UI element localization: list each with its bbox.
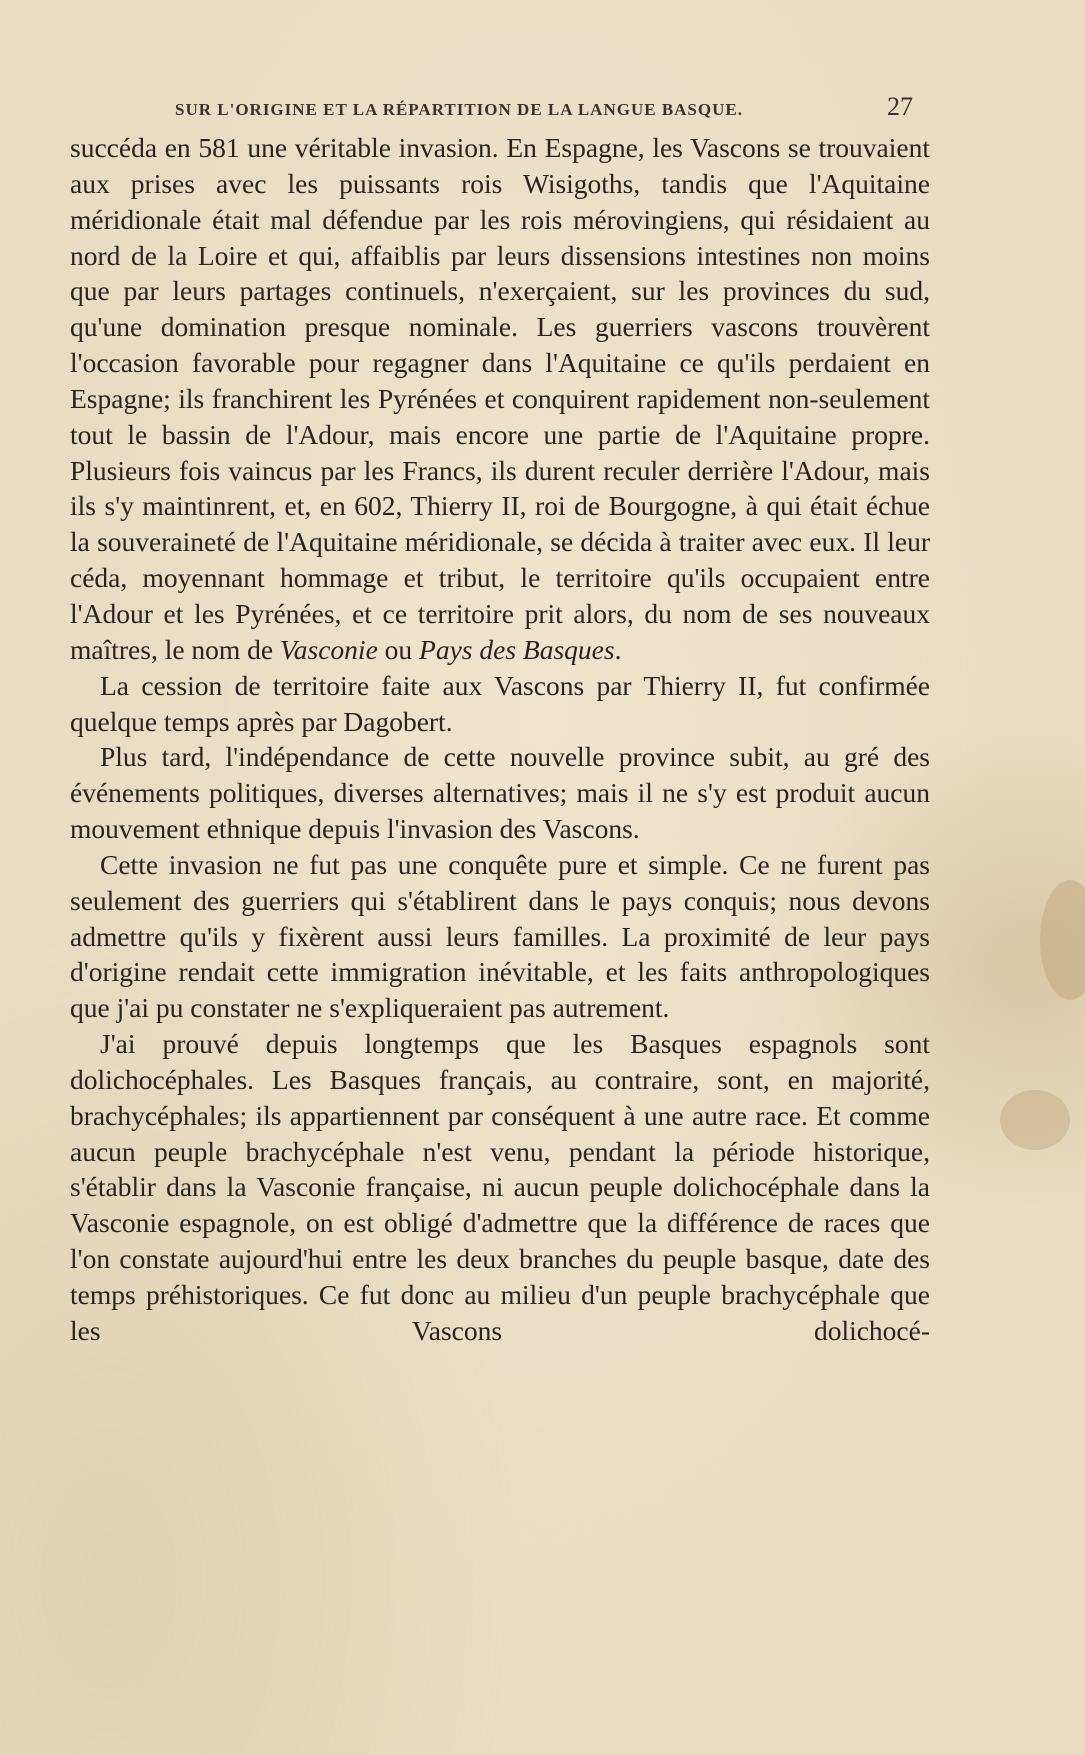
connector-text: ou (377, 633, 420, 665)
body-text (70, 130, 930, 1349)
paper-stain (1000, 1090, 1070, 1150)
running-header (175, 92, 915, 122)
paragraph-5: J'ai prouvé depuis longtemps que les Basques espagnols sont dolichocéphales. Les Basques français, au contraire, sont, en majorité, brachycéphales; ils appartiennent par conséquent à une autre race. Et comme aucun peuple brachycéphale n'est venu, pendant la période historique, s'établir dans la Vasconie française, ni aucun peuple dolichocéphale dans la Vasconie espagnole, on est obligé d'admettre que la différence de races que l'on constate aujourd'hui entre les deux branches du peuple basque, date des temps préhistoriques. Ce fut donc au milieu d'un peuple brachycéphale que les Vascons dolichocé- (70, 1028, 930, 1346)
paragraph-4: Cette invasion ne fut pas une conquête pure et simple. Ce ne furent pas seulement des guerriers qui s'établirent dans le pays conquis; nous devons admettre qu'ils y fixèrent aussi leurs familles. La proximité de leur pays d'origine rendait cette immigration inévitable, et les faits anthropologiques que j'ai pu constater ne s'expliqueraient pas autrement. (70, 848, 930, 1024)
paper-stain (1040, 880, 1085, 1000)
running-title: SUR L'ORIGINE ET LA RÉPARTITION DE LA LANGUE BASQUE. (175, 100, 743, 119)
paragraph-1-end: . (614, 633, 622, 665)
paragraph-1 (70, 130, 930, 668)
paragraph-1-text: succéda en 581 une véritable invasion. En Espagne, les Vascons se trouvaient aux prises avec les puissants rois Wisigoths, tandis que l'Aquitaine méridionale était mal défendue par les rois mérovingiens, qui résidaient au nord de la Loire et qui, affaiblis par leurs dissensions intestines non moins que par leurs partages continuels, n'exerçaient, sur les provinces du sud, qu'une domination presque nominale. Les guerriers vascons trouvèrent l'occasion favorable pour regagner dans l'Aquitaine ce qu'ils perdaient en Espagne; ils franchirent les Pyrénées et conquirent rapidement non-seulement tout le bassin de l'Adour, mais encore une partie de l'Aquitaine propre. Plusieurs fois vaincus par les Francs, ils durent reculer derrière l'Adour, mais ils s'y maintinrent, et, en 602, Thierry II, roi de Bourgogne, à qui était échue la souveraineté de l'Aquitaine méridionale, se décida à traiter avec eux. Il leur céda, moyennant hommage et tribut, le territoire qu'ils occupaient entre l'Adour et les Pyrénées, et ce territoire prit alors, du nom de ses nouveaux maîtres, le nom de (70, 132, 930, 665)
page-number: 27 (887, 92, 913, 121)
paragraph-3: Plus tard, l'indépendance de cette nouvelle province subit, au gré des événements politiques, diverses alternatives; mais il ne s'y est produit aucun mouvement ethnique depuis l'invasion des Vascons. (70, 741, 930, 845)
italic-term-vasconie: Vasconie (280, 633, 378, 665)
paragraph-2: La cession de territoire faite aux Vascons par Thierry II, fut confirmée quelque temps après par Dagobert. (70, 669, 930, 737)
italic-term-pays-des-basques: Pays des Basques (419, 633, 615, 665)
